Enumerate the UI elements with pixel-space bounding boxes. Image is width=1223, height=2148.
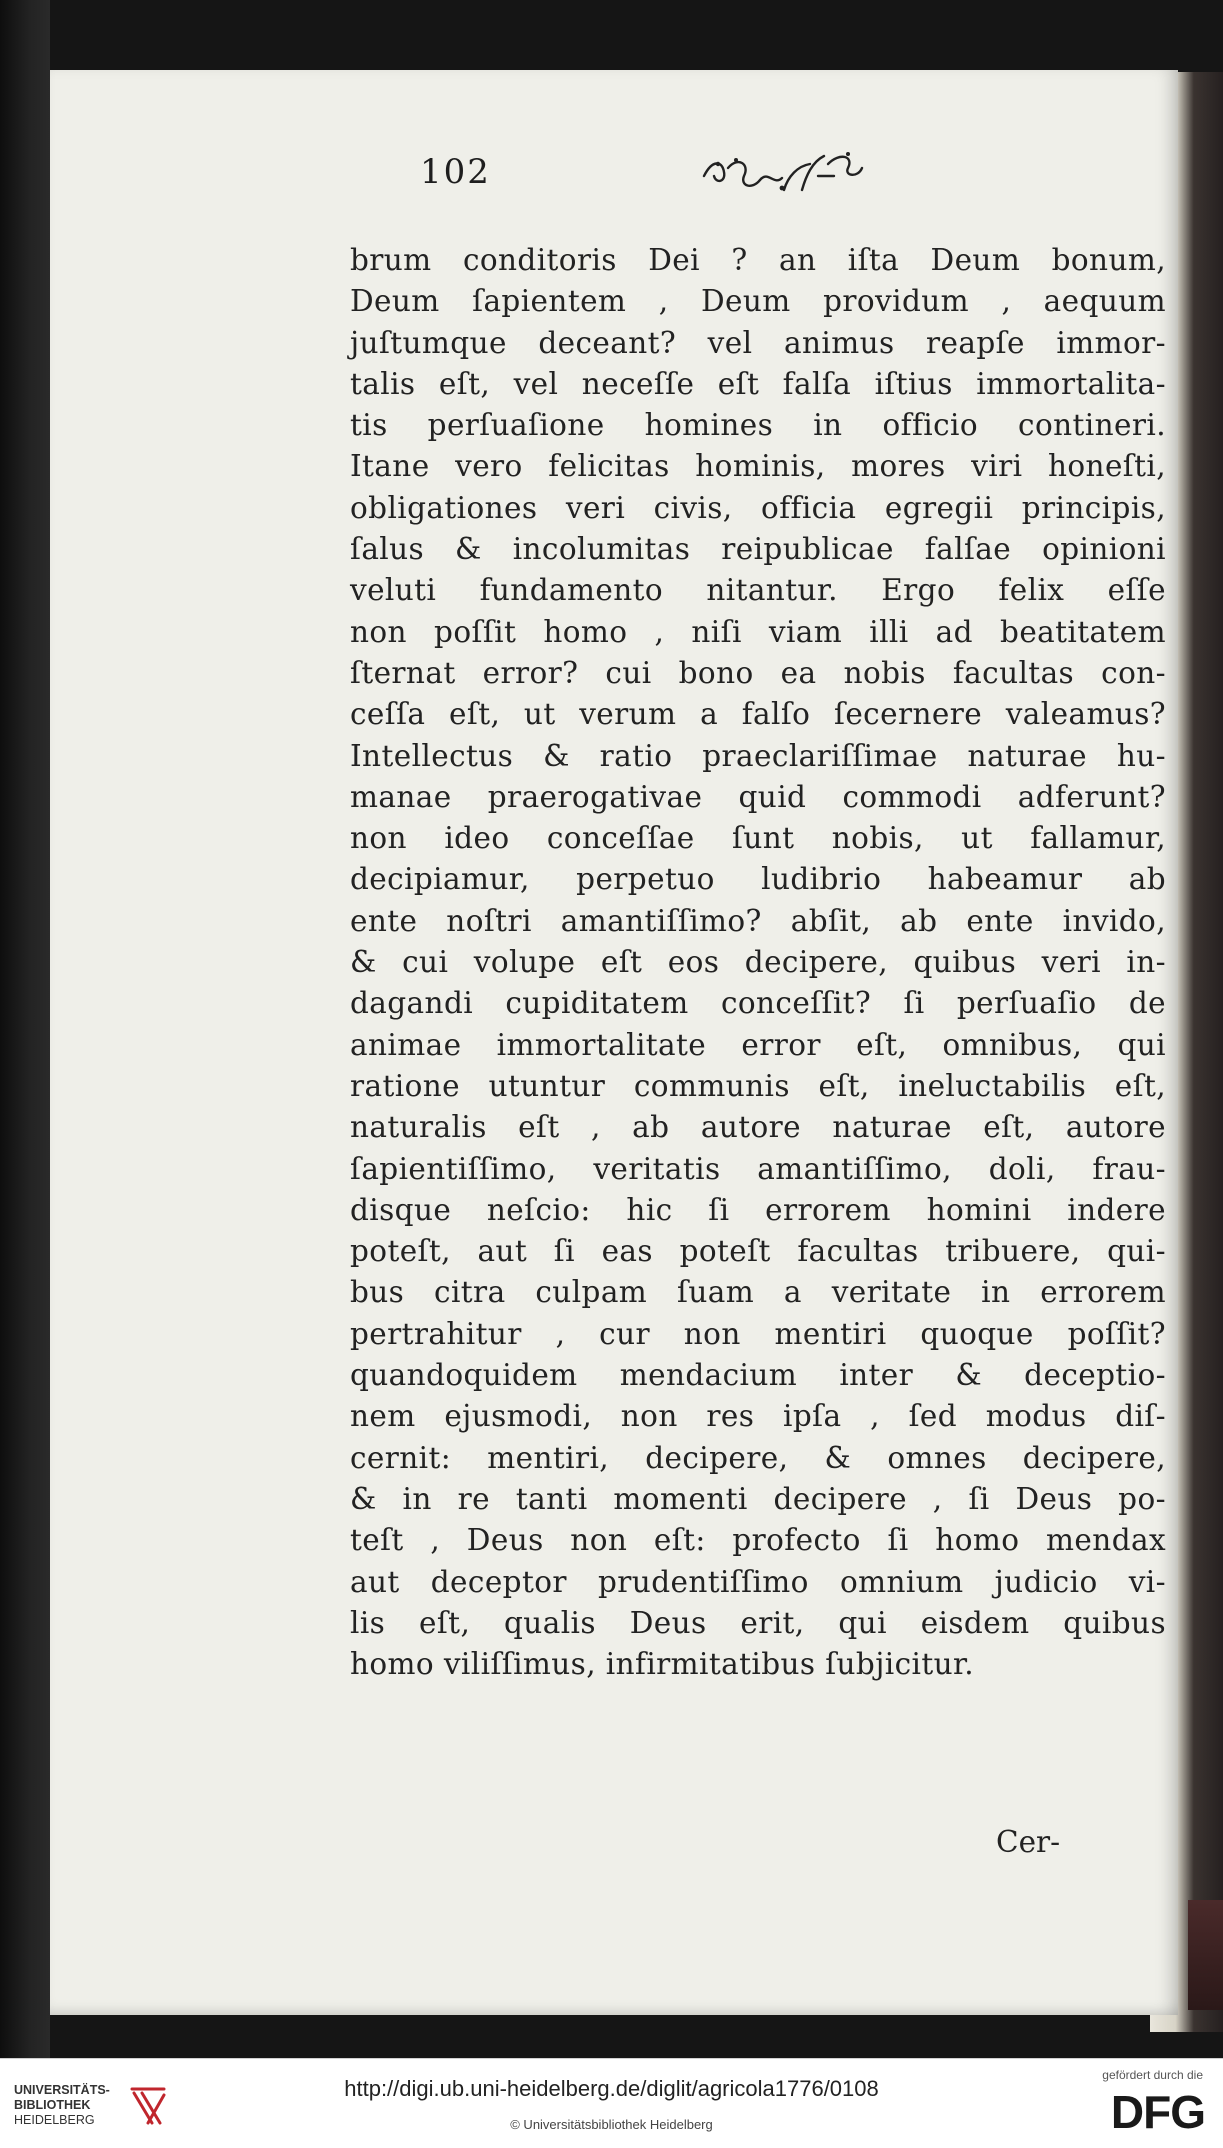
text-line: talis eſt, vel neceſſe eſt falſa iſtius immortalita- — [350, 366, 1166, 401]
text-line: tis perſuaſione homines in officio contineri. — [350, 408, 1166, 443]
text-line: & cui volupe eſt eos decipere, quibus veri in- — [350, 945, 1166, 980]
page-number: 102 — [420, 152, 491, 192]
text-line: non poſſit homo , niſi viam illi ad beatitatem — [350, 614, 1166, 649]
text-line: disque neſcio: hic ſi errorem homini indere — [350, 1192, 1166, 1227]
text-line: non ideo conceſſae ſunt nobis, ut fallamur, — [350, 821, 1166, 856]
text-line: ſapientiſſimo, veritatis amantiſſimo, doli, frau- — [350, 1151, 1166, 1186]
book-page — [50, 70, 1178, 2015]
text-line: nem ejusmodi, non res ipſa , ſed modus diſ- — [350, 1399, 1166, 1434]
permalink-url[interactable]: http://digi.ub.uni-heidelberg.de/diglit/agricola1776/0108 — [344, 2076, 879, 2101]
book-edge-shadow — [1188, 1900, 1223, 2010]
text-line: aut deceptor prudentiſſimo omnium judicio vi- — [350, 1564, 1166, 1599]
text-line: teſt , Deus non eſt: profecto ſi homo mendax — [350, 1523, 1166, 1558]
text-line: Intellectus & ratio praeclariſſimae naturae hu- — [350, 738, 1166, 773]
text-line: decipiamur, perpetuo ludibrio habeamur ab — [350, 862, 1166, 897]
text-line: brum conditoris Dei ? an iſta Deum bonum, — [350, 243, 1166, 277]
text-line: obligationes veri civis, officia egregii principis, — [350, 490, 1166, 525]
text-line: animae immortalitate error eſt, omnibus, qui — [350, 1027, 1166, 1062]
text-line: juſtumque deceant? vel animus reapſe immor- — [350, 325, 1166, 360]
text-line: cernit: mentiri, decipere, & omnes decipere, — [350, 1440, 1166, 1475]
text-line: ratione utuntur communis eſt, ineluctabilis eſt, — [350, 1068, 1166, 1103]
text-line: Deum ſapientem , Deum providum , aequum — [350, 284, 1166, 319]
text-line: pertrahitur , cur non mentiri quoque poſſit? — [350, 1316, 1166, 1351]
catchword: Cer- — [996, 1825, 1061, 1859]
dfg-logo[interactable]: DFG — [1110, 2086, 1205, 2138]
viewer-footer — [0, 2058, 1223, 2148]
text-line: veluti fundamento nitantur. Ergo felix eſſe — [350, 573, 1166, 608]
funding-label: gefördert durch die — [1102, 2068, 1203, 2082]
printers-flourish-ornament-icon — [698, 146, 868, 208]
text-line: Itane vero felicitas hominis, mores viri honeſti, — [350, 449, 1166, 484]
text-line: manae praerogativae quid commodi adferunt? — [350, 779, 1166, 814]
text-line: bus citra culpam ſuam a veritate in errorem — [350, 1275, 1166, 1310]
text-line: ceſſa eſt, ut verum a falſo ſecernere valeamus? — [350, 697, 1166, 732]
text-line: poteſt, aut ſi eas poteſt facultas tribuere, qui- — [350, 1234, 1166, 1269]
text-line: ſalus & incolumitas reipublicae falſae opinioni — [350, 532, 1166, 567]
library-name: UNIVERSITÄTS- BIBLIOTHEK HEIDELBERG — [14, 2083, 110, 2127]
text-line: lis eſt, qualis Deus erit, qui eisdem quibus — [350, 1605, 1166, 1640]
text-line: ente noſtri amantiſſimo? abſit, ab ente invido, — [350, 903, 1166, 938]
text-line: naturalis eſt , ab autore naturae eſt, autore — [350, 1110, 1166, 1145]
text-line: homo viliſſimus, infirmitatibus ſubjicitur. — [350, 1647, 975, 1682]
text-line: dagandi cupiditatem conceſſit? ſi perſuaſio de — [350, 986, 1166, 1021]
text-line: ſternat error? cui bono ea nobis facultas con- — [350, 655, 1166, 690]
book-cover-left-edge — [0, 0, 50, 2058]
main-text-block — [350, 240, 1166, 1685]
text-line: & in re tanti momenti decipere , ſi Deus po- — [350, 1481, 1166, 1516]
text-line: quandoquidem mendacium inter & deceptio- — [350, 1358, 1166, 1393]
copyright-notice: © Universitätsbibliothek Heidelberg — [510, 2117, 713, 2132]
